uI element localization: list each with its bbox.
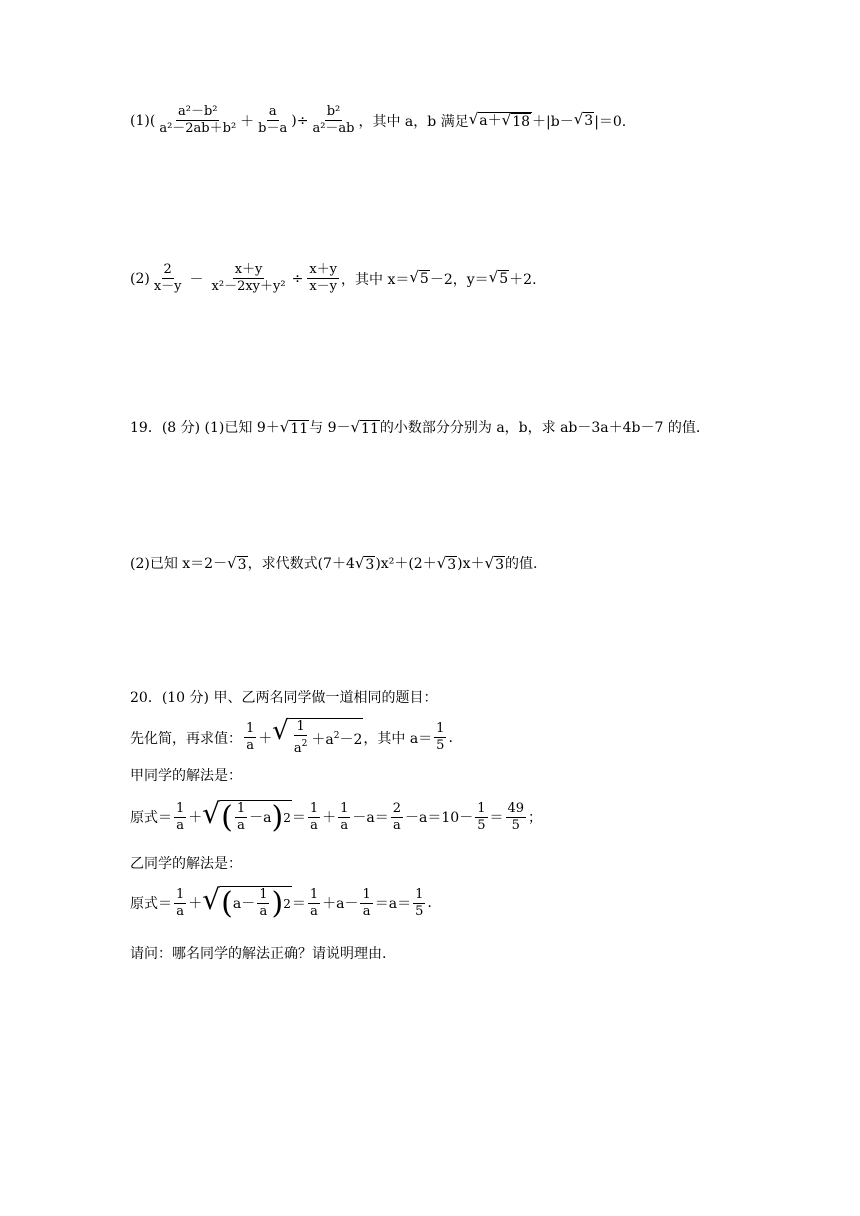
divide-sign: ÷ (296, 112, 309, 129)
plus-sign: ＋ (188, 810, 203, 826)
numerator: 1 (436, 721, 445, 736)
paren-open: ( (221, 885, 233, 921)
radical-sign: √ (409, 268, 419, 286)
yi-solution (130, 883, 432, 921)
text-part: ，求代数式(7＋4 (247, 556, 355, 572)
text-part: )x＋ (457, 556, 485, 572)
denominator: b－a (258, 121, 288, 136)
equals: ＝ (489, 810, 504, 826)
fraction (174, 801, 186, 834)
period: . (427, 895, 432, 911)
fraction-3 (310, 104, 356, 137)
radicand: 11 (290, 420, 309, 437)
denominator: $a^2$ (293, 739, 308, 756)
radical-sign: √ (501, 110, 512, 129)
sqrt-outer (468, 109, 532, 130)
denominator: a (310, 903, 318, 919)
radical-sign: √ (354, 553, 365, 572)
fraction (413, 887, 425, 920)
minus-sign: － (189, 271, 204, 288)
sqrt-5 (489, 270, 509, 287)
text: ，其中 a＝ (363, 730, 433, 747)
text: －a＝ (352, 810, 389, 826)
problem-18-1 (130, 104, 626, 137)
denominator: 5 (511, 817, 520, 833)
label: (1) (130, 112, 150, 129)
radicand (220, 886, 292, 920)
numerator: 1 (477, 800, 486, 816)
fraction-2 (256, 104, 289, 137)
a-minus: a－ (232, 895, 256, 912)
denominator: a (237, 818, 245, 833)
numerator: 2 (163, 262, 172, 277)
radicand: 5 (419, 271, 429, 287)
denominator: a (310, 817, 318, 833)
condition-text: －2，y＝ (429, 271, 489, 288)
radicand-part: a＋ (479, 112, 502, 129)
semicolon: ； (528, 810, 543, 826)
text-part: 与 9－ (309, 420, 351, 436)
radical-sign: √ (202, 883, 221, 916)
plus-sign: ＋ (240, 113, 255, 130)
jia-intro (130, 766, 242, 786)
numerator: 1 (296, 719, 305, 734)
denominator: a (246, 738, 255, 753)
fraction-1 (157, 104, 238, 137)
denominator: 5 (436, 738, 445, 753)
radical-sign: √ (573, 110, 584, 128)
numerator: 1 (362, 886, 371, 902)
minus-a: －a (249, 809, 272, 826)
sqrt-3 (354, 553, 375, 573)
radical-sign: √ (279, 417, 290, 436)
text: ＋a－ (322, 896, 359, 912)
fraction-1-over-a2 (292, 719, 310, 757)
fraction-1 (152, 262, 184, 295)
sqrt-expression (272, 718, 363, 757)
fraction (174, 887, 186, 920)
equation-end: |＝0. (594, 113, 627, 130)
fraction (338, 801, 350, 834)
radicand (220, 800, 292, 834)
denominator: a²－ab (312, 121, 355, 136)
fraction-2 (210, 262, 288, 295)
plus-sign: ＋ (322, 810, 337, 826)
text: ＝a＝ (374, 896, 412, 912)
problem-20-question (130, 944, 386, 964)
numerator: 1 (309, 886, 319, 902)
paren-open: ( (221, 799, 233, 835)
fraction (257, 887, 269, 920)
paren-close: ) (291, 112, 297, 129)
text-part: 的值. (505, 556, 538, 572)
condition-text: ，其中 x＝ (341, 271, 410, 288)
numerator: a²－b² (177, 104, 218, 119)
fraction (506, 801, 527, 834)
fraction (475, 801, 487, 834)
denominator: 5 (477, 817, 486, 833)
numerator: 1 (415, 886, 424, 902)
yi-intro (130, 854, 242, 874)
fraction (360, 887, 372, 920)
numerator: 1 (176, 886, 185, 902)
denominator: x²－2xy＋y² (211, 279, 286, 294)
abs-part: ＋|b－ (532, 113, 574, 130)
exponent: 2 (283, 896, 291, 911)
exponent: 2 (283, 810, 291, 825)
problem-20-task (130, 718, 453, 757)
radicand: 5 (499, 271, 509, 287)
sqrt-expression (202, 883, 292, 921)
radical-sign: √ (488, 268, 499, 286)
denominator: 5 (415, 903, 424, 919)
denominator: a (362, 903, 371, 919)
denominator: a (259, 904, 268, 919)
equals: ＝ (291, 810, 306, 826)
plus-sign: ＋ (188, 896, 203, 912)
radical-sign: √ (436, 553, 447, 572)
numerator: a (268, 104, 277, 119)
fraction (308, 887, 320, 920)
fraction-3 (307, 262, 339, 295)
text: 先化简，再求值： (130, 730, 242, 747)
sqrt-3 (436, 553, 457, 573)
radical-sign: √ (202, 797, 221, 830)
sqrt-5 (409, 270, 429, 287)
numerator: x＋y (309, 262, 337, 277)
radicand (478, 112, 532, 130)
text: 甲同学的解法是： (130, 768, 242, 784)
fraction (235, 801, 247, 834)
text: 原式＝ (130, 810, 172, 826)
radicand: 3 (584, 113, 594, 129)
sqrt-expression (202, 797, 292, 835)
text-part: 的小数部分分别为 a，b，求 ab－3a＋4b－7 的值. (379, 420, 701, 436)
radicand: 18 (512, 113, 531, 130)
radical-sign: √ (272, 716, 289, 746)
sqrt-3 (484, 553, 505, 573)
problem-19-2 (130, 554, 537, 574)
paren-open: ( (149, 112, 156, 129)
text: 20．(10 分) 甲、乙两名同学做一道相同的题目： (130, 690, 438, 706)
equals: ＝ (291, 896, 306, 912)
label: (2) (130, 270, 150, 287)
plus-sign: ＋ (258, 730, 273, 747)
fraction (391, 801, 403, 834)
radical-sign: √ (484, 553, 495, 572)
sqrt-11 (350, 417, 379, 437)
divide-sign: ÷ (291, 270, 304, 287)
radical-sign: √ (350, 417, 361, 436)
numerator: 1 (259, 887, 268, 902)
text-part: )x²＋(2＋ (375, 556, 437, 572)
denominator: x－y (309, 279, 337, 294)
fraction-1-over-a (244, 721, 256, 754)
radicand (289, 718, 364, 757)
fraction-1-over-5 (434, 721, 446, 754)
numerator: 2 (392, 800, 402, 816)
text: 乙同学的解法是： (130, 856, 242, 872)
denominator: a²－2ab＋b² (159, 121, 237, 136)
sqrt-3 (227, 553, 247, 573)
radicand: 3 (365, 556, 375, 573)
sqrt-inner (501, 110, 531, 130)
problem-20-title (130, 688, 437, 708)
radicand-tail: $+a^2-2$ (311, 731, 363, 748)
problem-19-1 (130, 418, 700, 438)
denominator: a (340, 817, 349, 833)
text: 请问：哪名同学的解法正确？请说明理由. (130, 946, 387, 962)
radical-sign: √ (468, 109, 479, 128)
radicand: 11 (361, 420, 379, 437)
text: －a＝10－ (405, 810, 474, 826)
text-part: (2)已知 x＝2－ (130, 556, 228, 572)
numerator: 1 (236, 801, 246, 816)
sqrt-3 (574, 112, 594, 129)
radical-sign: √ (227, 553, 237, 572)
denominator: x－y (153, 279, 182, 294)
jia-solution (130, 797, 543, 835)
denominator: a (393, 817, 401, 833)
numerator: 1 (176, 800, 185, 816)
denominator: a (176, 903, 185, 919)
paren-close: ) (271, 799, 284, 835)
numerator: 49 (507, 800, 525, 816)
text: 原式＝ (130, 896, 172, 912)
numerator: b² (326, 104, 341, 119)
period: . (448, 729, 453, 746)
numerator: 1 (309, 800, 319, 816)
denominator: a (176, 817, 185, 833)
numerator: x＋y (234, 262, 263, 277)
radicand: 3 (495, 556, 505, 573)
text-part: 19．(8 分) (1)已知 9＋ (130, 420, 280, 436)
condition-text: ＋2. (509, 271, 537, 288)
radicand: 3 (237, 556, 247, 573)
problem-18-2 (130, 262, 537, 295)
numerator: 1 (340, 800, 349, 816)
paren-close: ) (271, 885, 284, 921)
sqrt-11 (279, 417, 309, 437)
radicand: 3 (447, 556, 457, 573)
fraction (308, 801, 320, 834)
condition-text: ，其中 a，b 满足 (358, 113, 469, 130)
numerator: 1 (246, 721, 255, 736)
